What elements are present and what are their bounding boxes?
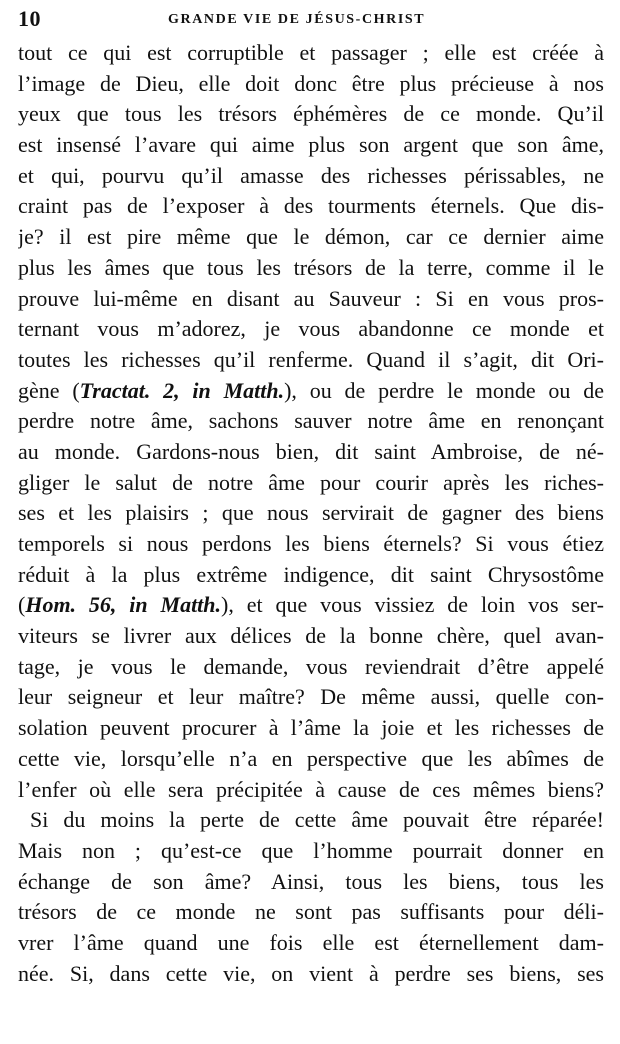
text-line: tout ce qui est corruptible et passager ; elle est créée à (18, 40, 604, 65)
text-line: vrer l’âme quand une fois elle est éternellement dam- (18, 929, 604, 955)
citation-reference: Tractat. 2, in Matth. (79, 377, 285, 403)
text-line: Si du moins la perte de cette âme pouvait être réparée! (30, 807, 604, 833)
text-line: je? il est pire même que le démon, car ce dernier aime (18, 224, 604, 250)
text-line: trésors de ce monde ne sont pas suffisants pour déli- (18, 899, 604, 925)
text-line: viteurs se livrer aux délices de la bonne chère, quel avan- (18, 623, 604, 649)
text-line: et qui, pourvu qu’il amasse des richesses périssables, ne (18, 162, 604, 188)
text-line: l’enfer où elle sera précipitée à cause de ces mêmes biens? (18, 776, 604, 802)
text-line: temporels si nous perdons les biens éternels? Si vous étiez (18, 531, 604, 556)
text-line: solation peuvent procurer à l’âme la joie et les richesses de (18, 715, 604, 741)
running-head: GRANDE VIE DE JÉSUS-CHRIST (168, 12, 426, 27)
text-line: prouve lui-même en disant au Sauveur : Si en vous pros- (18, 285, 604, 311)
text-segment: ), et que vous vissiez de loin vos ser- (221, 592, 604, 618)
body-text (18, 38, 604, 989)
citation-reference: Hom. 56, in Matth. (25, 592, 222, 618)
text-line: est insensé l’avare qui aime plus son argent que son âme, (18, 132, 604, 158)
text-line: plus les âmes que tous les trésors de la terre, comme il le (18, 254, 604, 280)
text-line: gliger le salut de notre âme pour courir après les riches- (18, 469, 604, 495)
text-line: Mais non ; qu’est-ce que l’homme pourrait donner en (18, 837, 604, 863)
page-header (18, 4, 604, 34)
text-line: l’image de Dieu, elle doit donc être plus précieuse à nos (18, 70, 604, 96)
text-line: réduit à la plus extrême indigence, dit saint Chrysostôme (18, 561, 604, 587)
text-line: échange de son âme? Ainsi, tous les biens, tous les (18, 868, 604, 894)
text-line (18, 376, 604, 407)
text-line: ternant vous m’adorez, je vous abandonne ce monde et (18, 316, 604, 342)
text-line: perdre notre âme, sachons sauver notre âme en renonçant (18, 408, 604, 434)
text-segment: gène ( (18, 377, 80, 403)
text-line (18, 590, 604, 621)
text-line: tage, je vous le demande, vous reviendrait d’être appelé (18, 653, 604, 679)
text-line: leur seigneur et leur maître? De même aussi, quelle con- (18, 684, 604, 710)
text-line: au monde. Gardons-nous bien, dit saint Ambroise, de né- (18, 438, 604, 464)
text-line: ses et les plaisirs ; que nous servirait de gagner des biens (18, 500, 604, 526)
text-line: toutes les richesses qu’il renferme. Quand il s’agit, dit Ori- (18, 346, 604, 372)
text-line: cette vie, lorsqu’elle n’a en perspective que les abîmes de (18, 745, 604, 771)
page-number: 10 (18, 6, 41, 31)
text-line: craint pas de l’exposer à des tourments éternels. Que dis- (18, 193, 604, 219)
text-segment: ), ou de perdre le monde ou de (284, 377, 604, 403)
text-line: yeux que tous les trésors éphémères de ce monde. Qu’il (18, 101, 604, 127)
text-line: née. Si, dans cette vie, on vient à perdre ses biens, ses (18, 960, 604, 986)
text-segment: ( (18, 592, 26, 618)
